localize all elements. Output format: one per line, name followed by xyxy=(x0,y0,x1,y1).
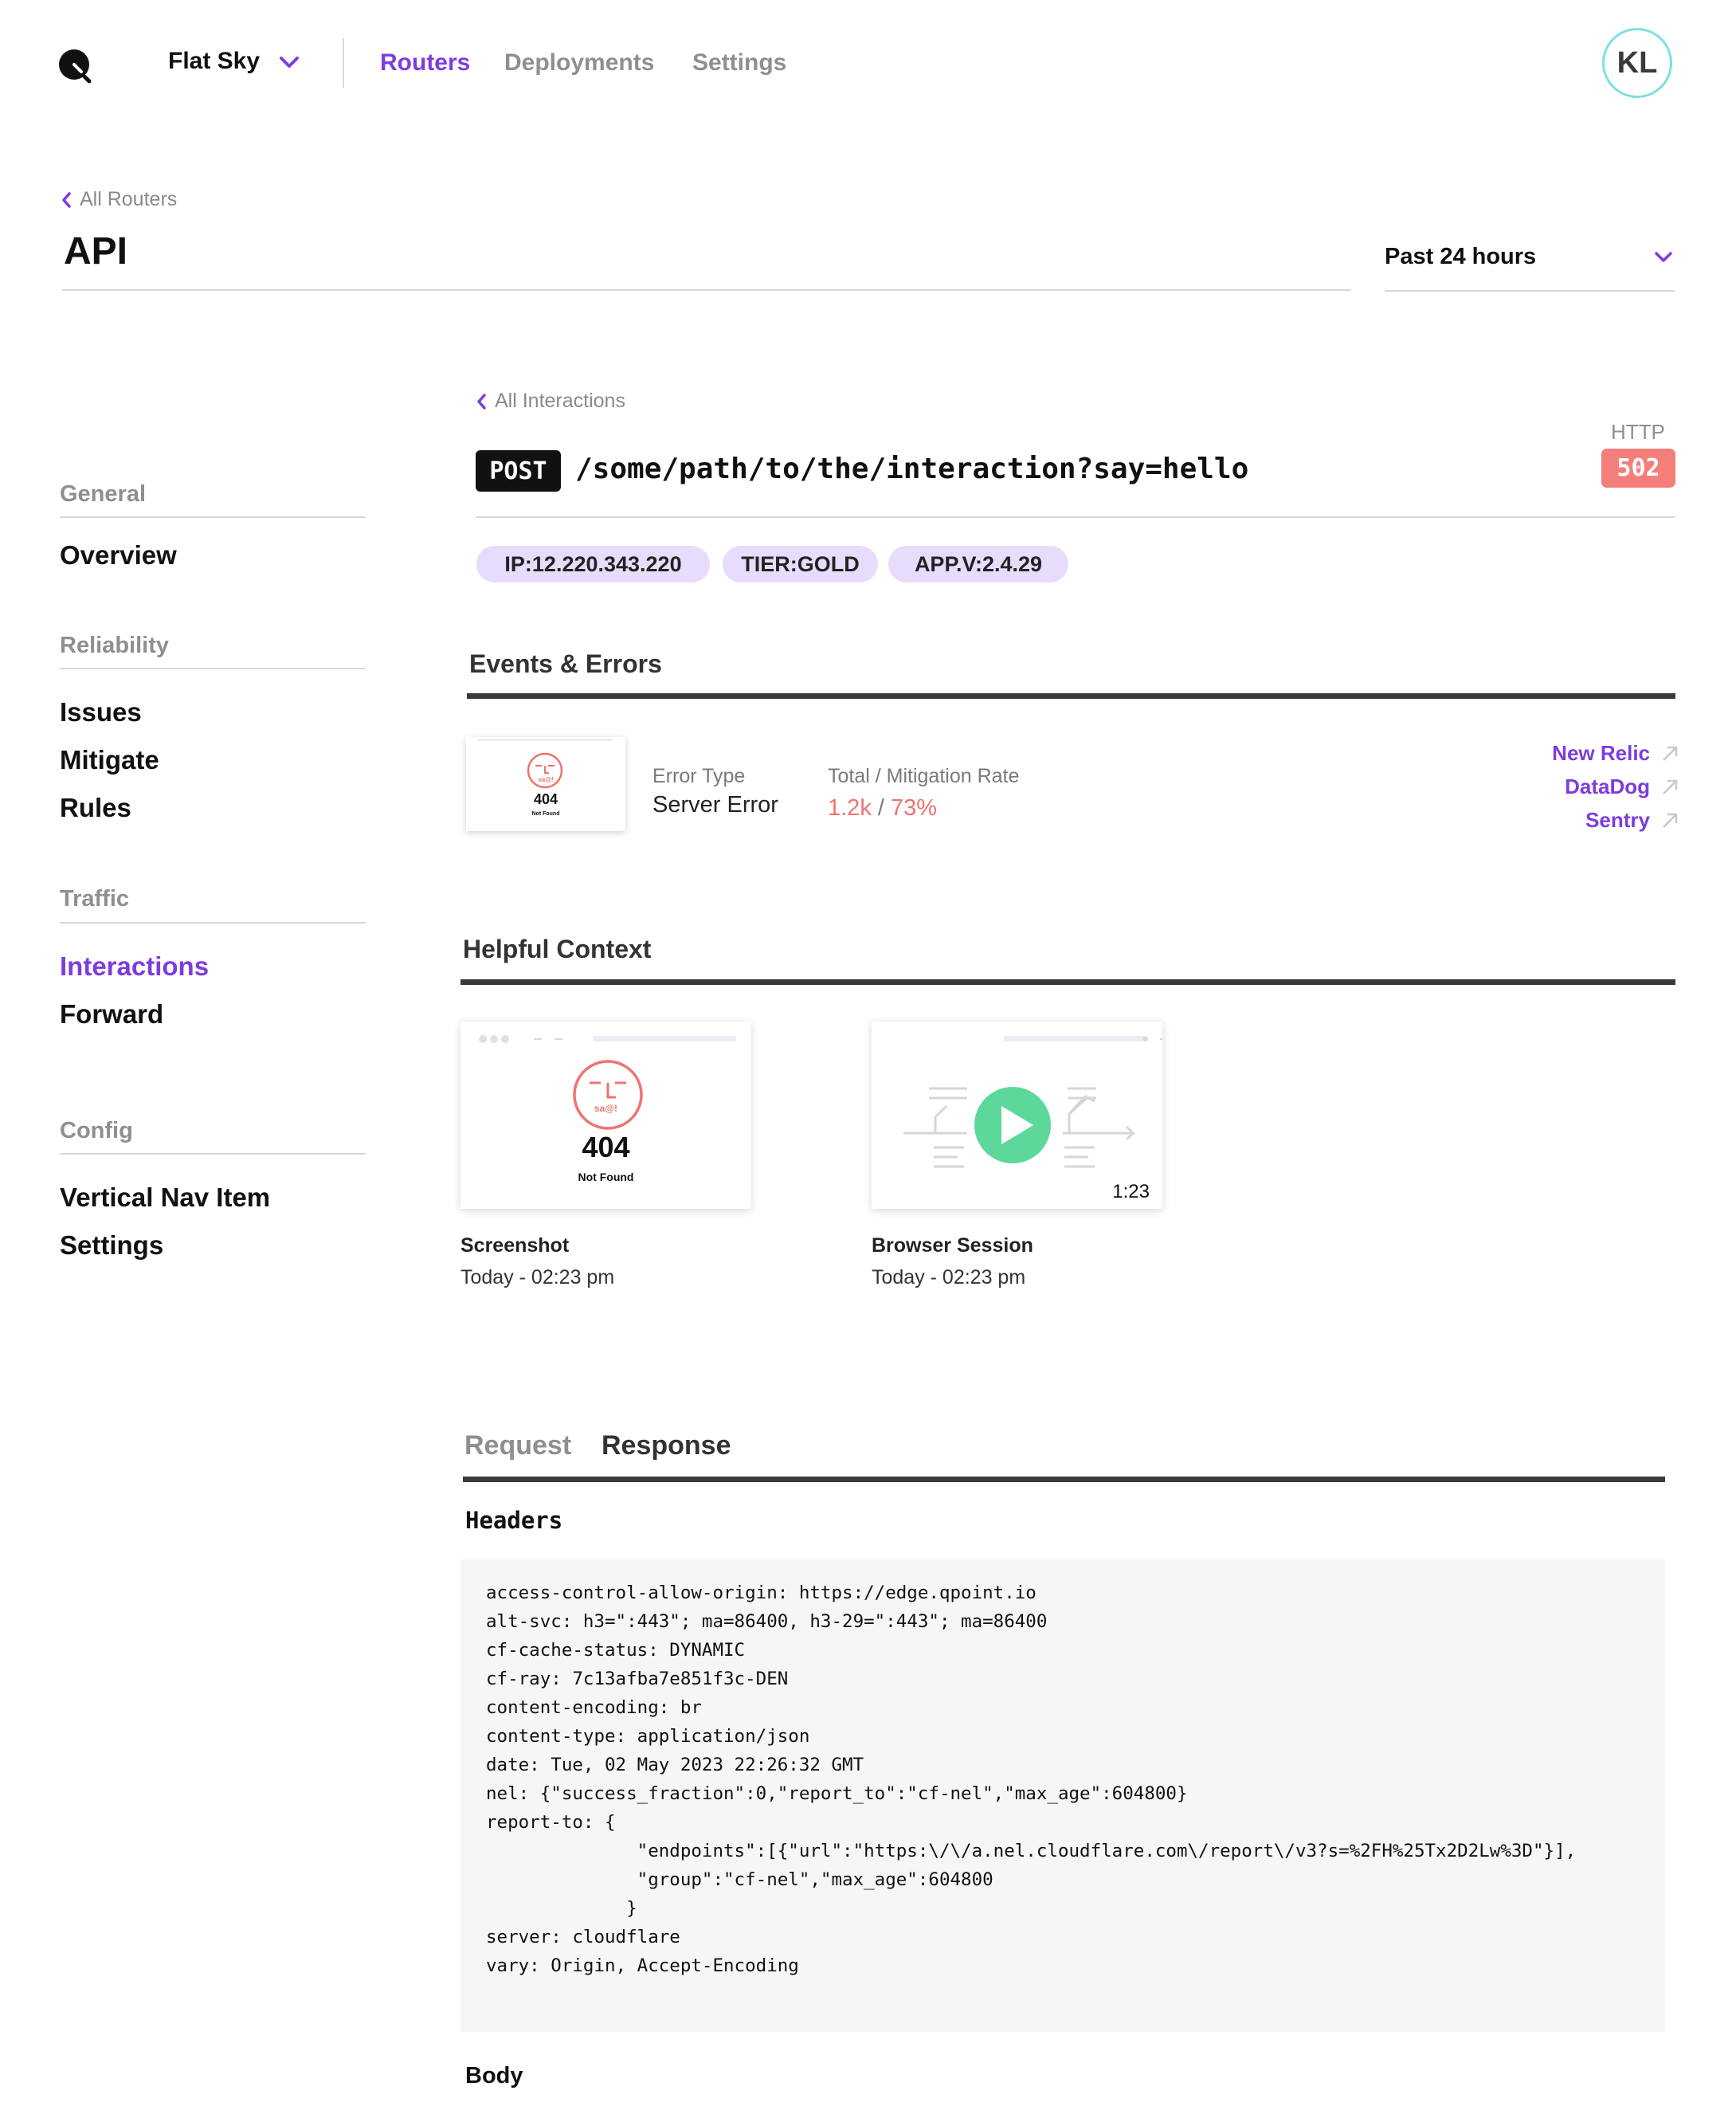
sidebar-item-issues[interactable]: Issues xyxy=(60,697,142,727)
org-switcher-label[interactable]: Flat Sky xyxy=(168,48,261,74)
events-section-title: Events & Errors xyxy=(469,649,662,678)
page-title: API xyxy=(64,230,128,273)
link-label: DataDog xyxy=(1565,775,1650,798)
header-line: "endpoints":[{"url":"https:\/\/a.nel.cloudflare.com\/report\/v3?s=%2FH%25Tx2D2Lw%3D"}], xyxy=(486,1841,1577,1861)
topnav-routers[interactable]: Routers xyxy=(380,49,471,76)
error-caption: Not Found xyxy=(578,1171,634,1183)
breadcrumb-label: All Routers xyxy=(80,188,178,210)
chevron-down-icon[interactable] xyxy=(279,54,300,70)
topnav-settings[interactable]: Settings xyxy=(692,49,787,76)
chevron-down-icon xyxy=(1654,250,1673,265)
sidebar-group-config: Config xyxy=(60,1118,133,1143)
external-link-icon xyxy=(1661,745,1679,763)
link-label: Sentry xyxy=(1585,808,1650,832)
link-datadog[interactable] xyxy=(1565,775,1679,799)
error-code: 404 xyxy=(582,1131,630,1163)
header-line: } xyxy=(486,1898,637,1919)
headers-title: Headers xyxy=(465,1507,563,1534)
link-new-relic[interactable] xyxy=(1552,741,1679,766)
link-label: New Relic xyxy=(1552,741,1650,765)
browser-session-time: Today - 02:23 pm xyxy=(872,1266,1026,1288)
context-section-title: Helpful Context xyxy=(463,935,652,963)
header-line: nel: {"success_fraction":0,"report_to":"cf-nel","max_age":604800} xyxy=(486,1783,1188,1804)
tabs-divider xyxy=(463,1477,1665,1482)
header-line: access-control-allow-origin: https://edge.qpoint.io xyxy=(486,1583,1037,1603)
user-avatar[interactable]: KL xyxy=(1602,28,1672,98)
screenshot-time: Today - 02:23 pm xyxy=(460,1266,615,1288)
sidebar-group-general: General xyxy=(60,481,146,507)
interaction-divider xyxy=(476,516,1675,518)
qpoint-logo-icon[interactable] xyxy=(57,48,94,84)
error-type-label: Error Type xyxy=(652,765,746,787)
error-type-value: Server Error xyxy=(652,792,778,818)
chevron-left-icon xyxy=(61,191,72,209)
event-error-thumbnail[interactable] xyxy=(466,737,625,831)
error-face-text: sa@! xyxy=(594,1103,618,1114)
body-title: Body xyxy=(465,2063,523,2089)
tag-app-version[interactable]: APP.V:2.4.29 xyxy=(888,546,1068,582)
sidebar-group-traffic: Traffic xyxy=(60,886,130,912)
http-method-badge: POST xyxy=(476,450,561,492)
http-status-label: HTTP xyxy=(1611,420,1665,444)
sidebar-divider xyxy=(60,922,366,924)
error-face-icon xyxy=(466,737,625,831)
header-line: "group":"cf-nel","max_age":604800 xyxy=(486,1869,993,1890)
sidebar-item-settings[interactable]: Settings xyxy=(60,1230,164,1260)
header-line: server: cloudflare xyxy=(486,1927,680,1947)
browser-session-title: Browser Session xyxy=(872,1234,1033,1257)
breadcrumb-all-routers[interactable] xyxy=(61,188,177,211)
time-range-value: Past 24 hours xyxy=(1385,244,1537,269)
topnav-deployments[interactable]: Deployments xyxy=(504,49,655,76)
header-line: report-to: { xyxy=(486,1812,616,1833)
sidebar-divider xyxy=(60,1153,366,1155)
browser-session-card[interactable] xyxy=(872,1022,1162,1209)
header-line: cf-cache-status: DYNAMIC xyxy=(486,1640,746,1661)
http-status-badge: 502 xyxy=(1601,449,1675,488)
tag-tier[interactable]: TIER:GOLD xyxy=(723,546,878,582)
chevron-left-icon xyxy=(476,393,487,410)
header-line: cf-ray: 7c13afba7e851f3c-DEN xyxy=(486,1669,789,1689)
sidebar-divider xyxy=(60,668,366,669)
sidebar-item-overview[interactable]: Overview xyxy=(60,540,177,570)
sidebar-item-rules[interactable]: Rules xyxy=(60,793,131,822)
error-caption: Not Found xyxy=(531,811,560,817)
section-divider xyxy=(467,693,1675,699)
header-line: content-encoding: br xyxy=(486,1697,702,1718)
error-face-text: sa@! xyxy=(538,776,554,783)
tab-response[interactable]: Response xyxy=(602,1430,731,1461)
session-duration: 1:23 xyxy=(1112,1181,1150,1202)
tab-request[interactable]: Request xyxy=(464,1430,572,1461)
title-divider xyxy=(62,289,1351,291)
time-range-select[interactable] xyxy=(1385,244,1675,292)
header-line: content-type: application/json xyxy=(486,1726,810,1747)
total-count: 1.2k xyxy=(828,795,872,821)
sidebar-item-mitigate[interactable]: Mitigate xyxy=(60,745,159,775)
nav-divider xyxy=(343,38,344,88)
sidebar-divider xyxy=(60,516,366,518)
link-sentry[interactable] xyxy=(1585,808,1679,833)
breadcrumb-label: All Interactions xyxy=(495,390,625,412)
rate-label: Total / Mitigation Rate xyxy=(828,765,1020,787)
tag-ip[interactable]: IP:12.220.343.220 xyxy=(476,546,710,582)
header-line: date: Tue, 02 May 2023 22:26:32 GMT xyxy=(486,1755,864,1775)
rate-separator: / xyxy=(877,795,884,821)
breadcrumb-all-interactions[interactable] xyxy=(476,390,625,413)
mitigation-rate: 73% xyxy=(891,795,938,821)
external-link-icon xyxy=(1661,812,1679,830)
external-link-icon xyxy=(1661,779,1679,796)
section-divider xyxy=(460,979,1675,985)
sidebar-item-forward[interactable]: Forward xyxy=(60,999,164,1029)
sidebar-item-interactions[interactable]: Interactions xyxy=(60,951,210,981)
response-headers-code xyxy=(460,1559,1665,2032)
interaction-path: /some/path/to/the/interaction?say=hello xyxy=(575,453,1249,485)
sidebar-item-vertical-nav[interactable]: Vertical Nav Item xyxy=(60,1183,271,1212)
screenshot-title: Screenshot xyxy=(460,1234,570,1257)
sidebar-group-reliability: Reliability xyxy=(60,633,169,658)
header-line: alt-svc: h3=":443"; ma=86400, h3-29=":443"; ma=86400 xyxy=(486,1611,1048,1632)
screenshot-card[interactable] xyxy=(460,1022,751,1209)
header-line: vary: Origin, Accept-Encoding xyxy=(486,1955,799,1976)
error-code: 404 xyxy=(533,791,558,807)
rate-value xyxy=(828,795,937,822)
